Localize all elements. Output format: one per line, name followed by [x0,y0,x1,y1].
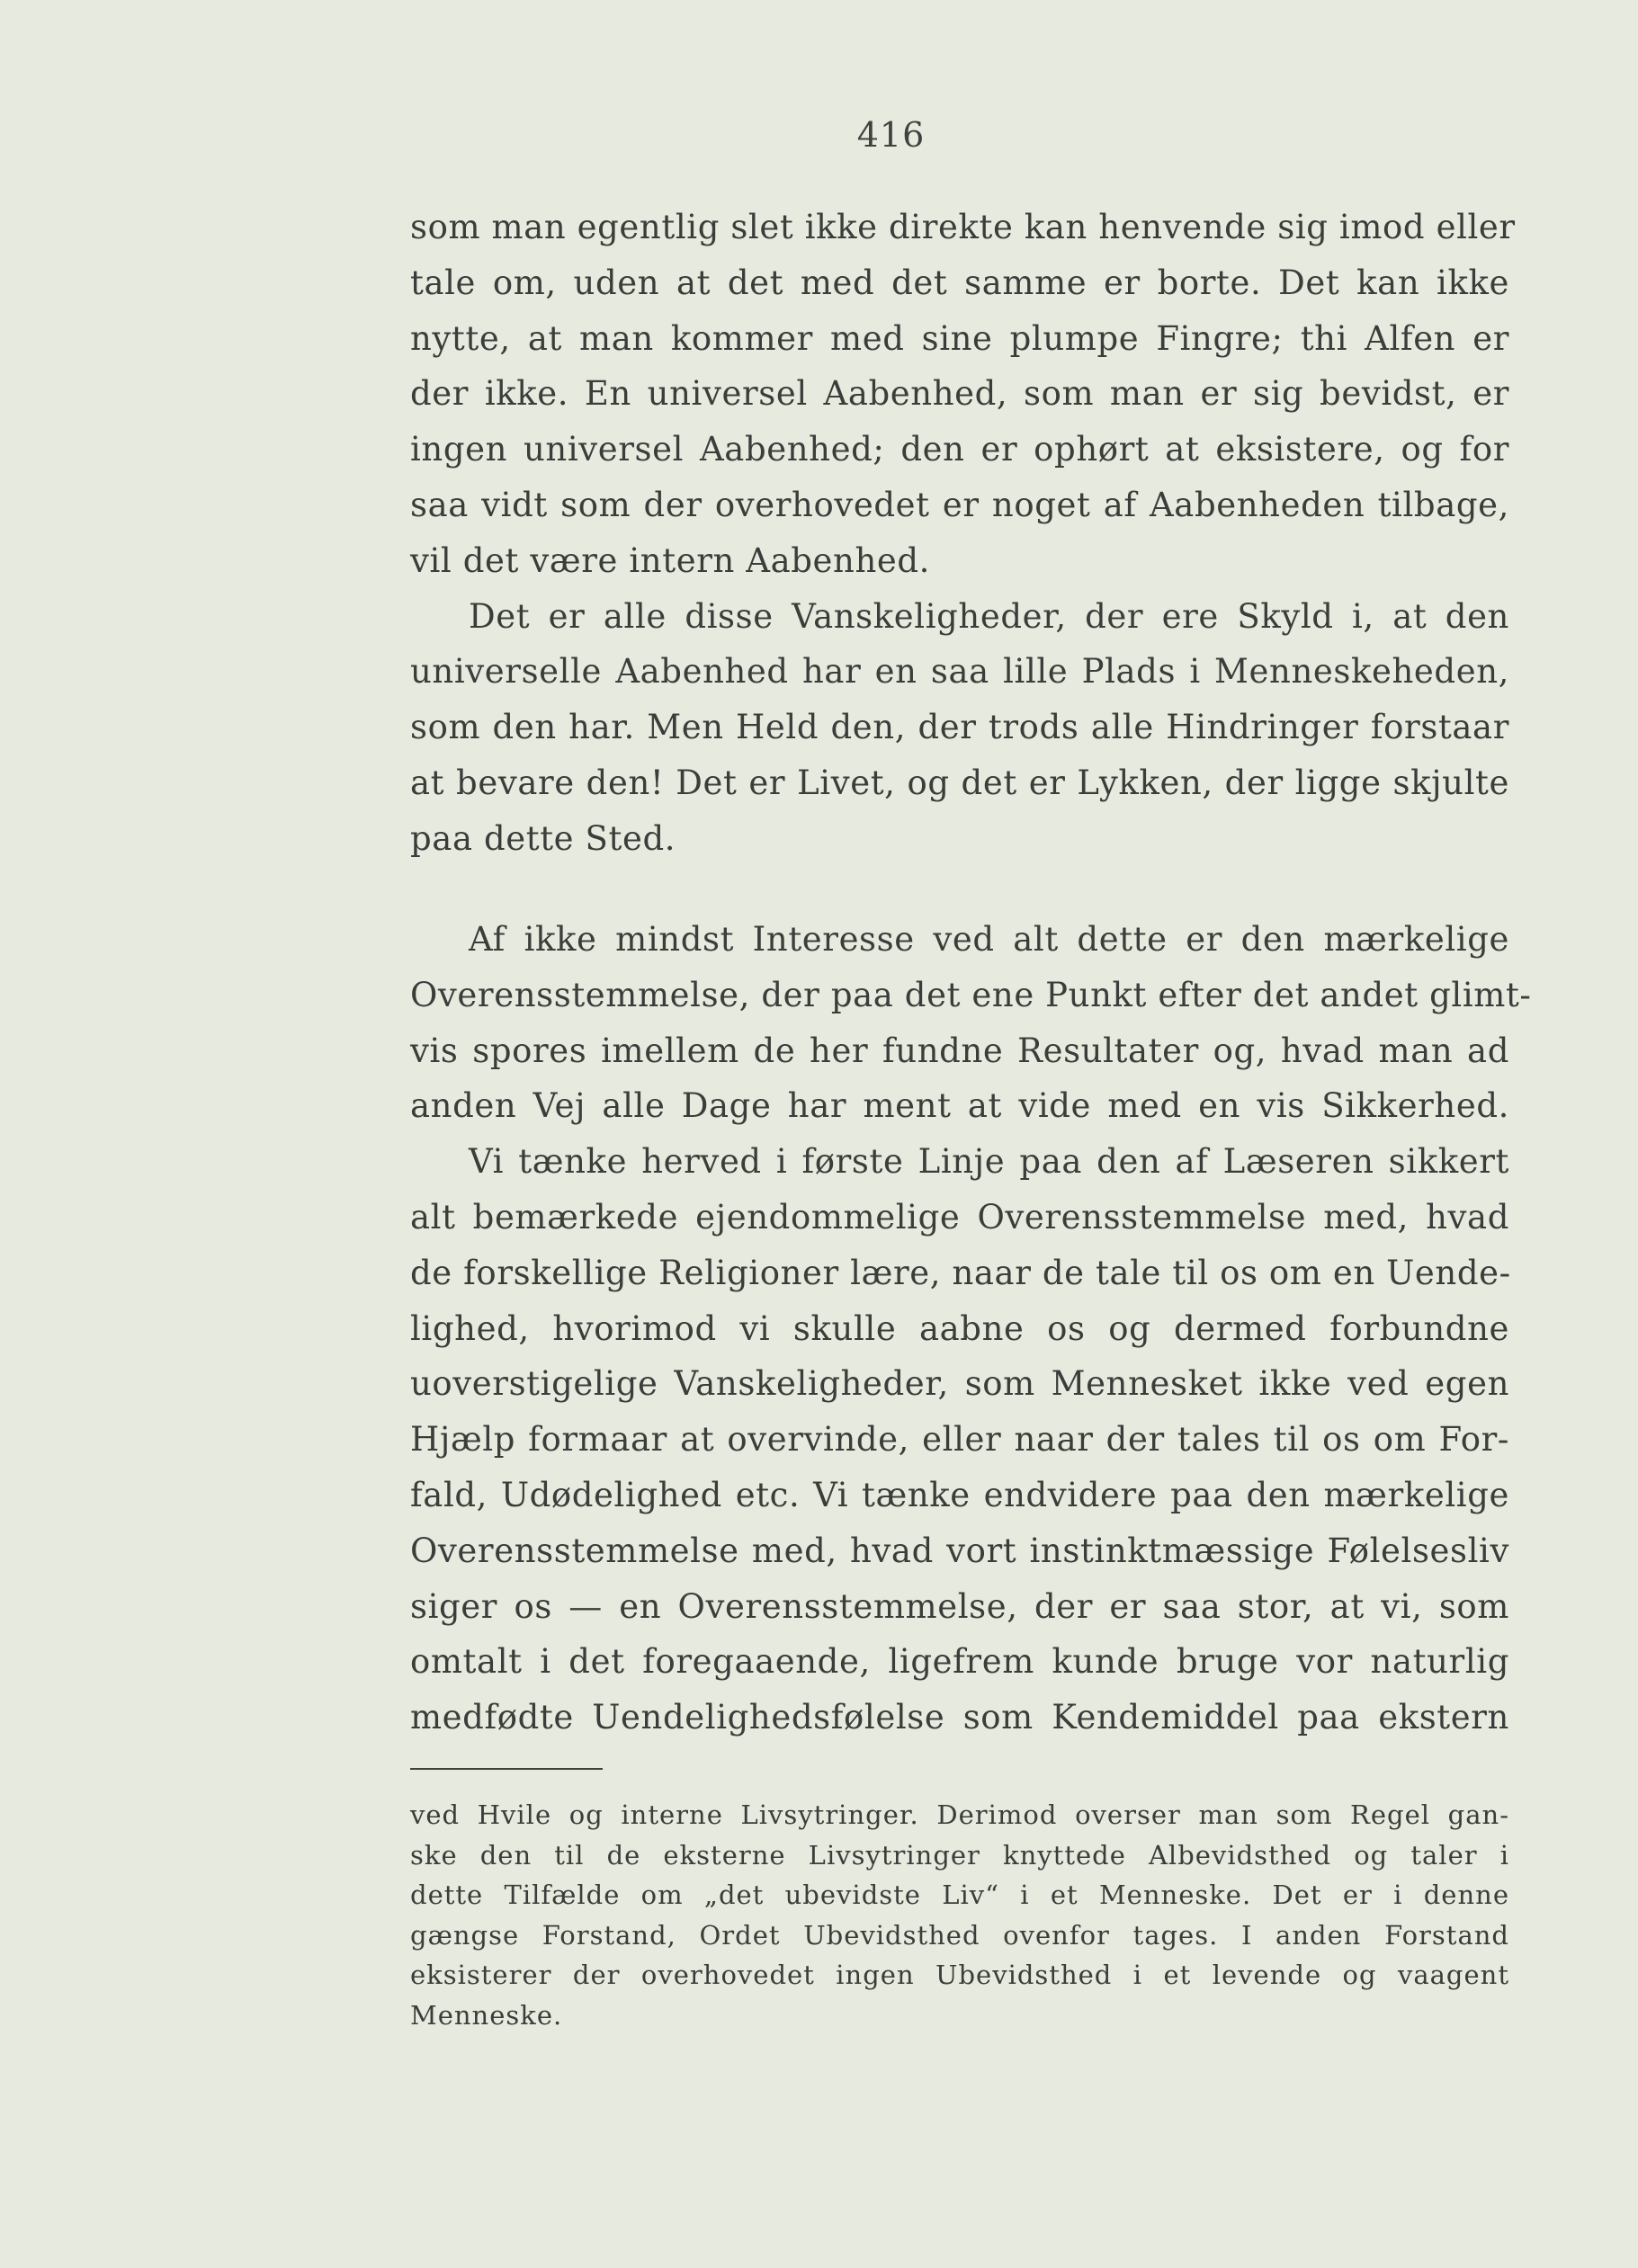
text-line: at bevare den! Det er Livet, og det er Lykken, der ligge skjulte [410,763,1509,802]
text-line: anden Vej alle Dage har ment at vide med en vis Sikkerhed. [410,1086,1509,1126]
page-number: 416 [856,115,926,155]
text-line: uoverstigelige Vanskeligheder, som Mennesket ikke ved egen [410,1364,1509,1404]
footnote-line: ved Hvile og interne Livsytringer. Derimod overser man som Regel gan- [410,1799,1509,1830]
text-line: Det er alle disse Vanskeligheder, der ere Skyld i, at den [469,596,1509,636]
footnote-line: eksisterer der overhovedet ingen Ubevidsthed i et levende og vaagent [410,1960,1509,1990]
text-line: alt bemærkede ejendommelige Overensstemmelse med, hvad [410,1197,1509,1237]
footnote-line: Menneske. [410,1999,563,2031]
text-line: paa dette Sted. [410,818,676,858]
footnote-line: gængse Forstand, Ordet Ubevidsthed ovenfor tages. I anden Forstand [410,1919,1509,1951]
text-line: omtalt i det foregaaende, ligefrem kunde bruge vor naturlig [410,1642,1509,1682]
text-line: siger os — en Overensstemmelse, der er saa stor, at vi, som [410,1586,1509,1626]
text-line: vil det være intern Aabenhed. [410,540,931,580]
footnote-line: dette Tilfælde om „det ubevidste Liv“ i et Menneske. Det er i denne [410,1880,1509,1910]
text-line: de forskellige Religioner lære, naar de tale til os om en Uende- [410,1253,1511,1292]
text-line: som den har. Men Held den, der trods alle Hindringer forstaar [410,708,1509,747]
text-block-top [410,200,1516,867]
text-line: nytte, at man kommer med sine plumpe Fingre; thi Alfen er [410,318,1509,358]
footnote [410,1795,1509,2035]
text-line: tale om, uden at det med det samme er borte. Det kan ikke [410,263,1509,302]
text-line: vis spores imellem de her fundne Resultater og, hvad man ad [410,1031,1509,1070]
text-line: universelle Aabenhed har en saa lille Plads i Menneskeheden, [410,652,1509,692]
text-line: som man egentlig slet ikke direkte kan henvende sig imod eller [410,208,1516,246]
text-line: saa vidt som der overhovedet er noget af Aabenheden tilbage, [410,485,1509,524]
footnote-divider [410,1768,603,1770]
text-line: Overensstemmelse med, hvad vort instinktmæssige Følelsesliv [410,1531,1509,1570]
footnote-line: ske den til de eksterne Livsytringer knyttede Albevidsthed og taler i [410,1839,1509,1871]
text-line: fald, Udødelighed etc. Vi tænke endvidere paa den mærkelige [410,1475,1509,1514]
text-line: Vi tænke herved i første Linje paa den af Læseren sikkert [469,1142,1509,1182]
text-line: medfødte Uendelighedsfølelse som Kendemiddel paa ekstern [410,1698,1509,1737]
text-line: lighed, hvorimod vi skulle aabne os og dermed forbundne [410,1308,1509,1348]
text-line: Overensstemmelse, der paa det ene Punkt efter det andet glimt- [410,975,1532,1014]
text-block-bottom [410,912,1532,1746]
text-line: Hjælp formaar at overvinde, eller naar der tales til os om For- [410,1420,1509,1460]
text-line: ingen universel Aabenhed; den er ophørt at eksistere, og for [410,430,1509,469]
text-line: der ikke. En universel Aabenhed, som man er sig bevidst, er [410,374,1509,414]
text-line: Af ikke mindst Interesse ved alt dette er den mærkelige [469,920,1509,959]
